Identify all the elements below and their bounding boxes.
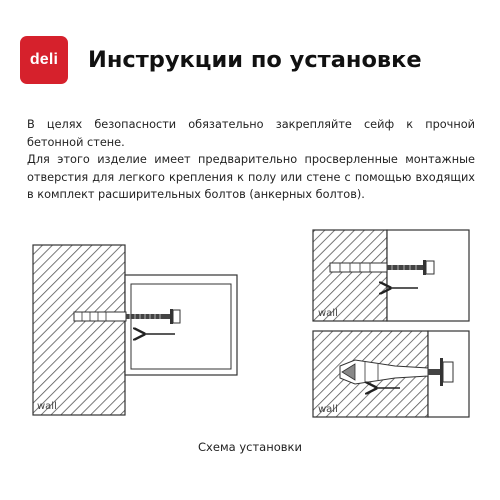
top-right-safe — [387, 230, 469, 321]
instruction-paragraph-1: В целях безопасности обязательно закрепляйте сейф к прочной бетонной стене. — [27, 118, 475, 149]
bottom-right-wall-label: wall — [318, 404, 338, 415]
logo-text: deli — [29, 51, 59, 68]
top-right-diagram — [313, 230, 469, 321]
left-diagram — [33, 245, 237, 415]
left-wall-label: wall — [37, 401, 57, 412]
bottom-right-diagram — [313, 331, 469, 417]
diagram-caption: Схема установки — [198, 440, 302, 454]
instruction-paragraph-2: Для этого изделие имеет предварительно просверленные монтажные отверстия для легкого крепления к полу или стене с помощью входящих в комплект расширительных болтов (анкерных болтов). — [27, 153, 475, 202]
left-safe-inner — [131, 284, 231, 369]
left-wall — [33, 245, 125, 415]
page-title: Инструкции по установке — [88, 47, 422, 73]
top-right-wall-label: wall — [318, 308, 338, 319]
